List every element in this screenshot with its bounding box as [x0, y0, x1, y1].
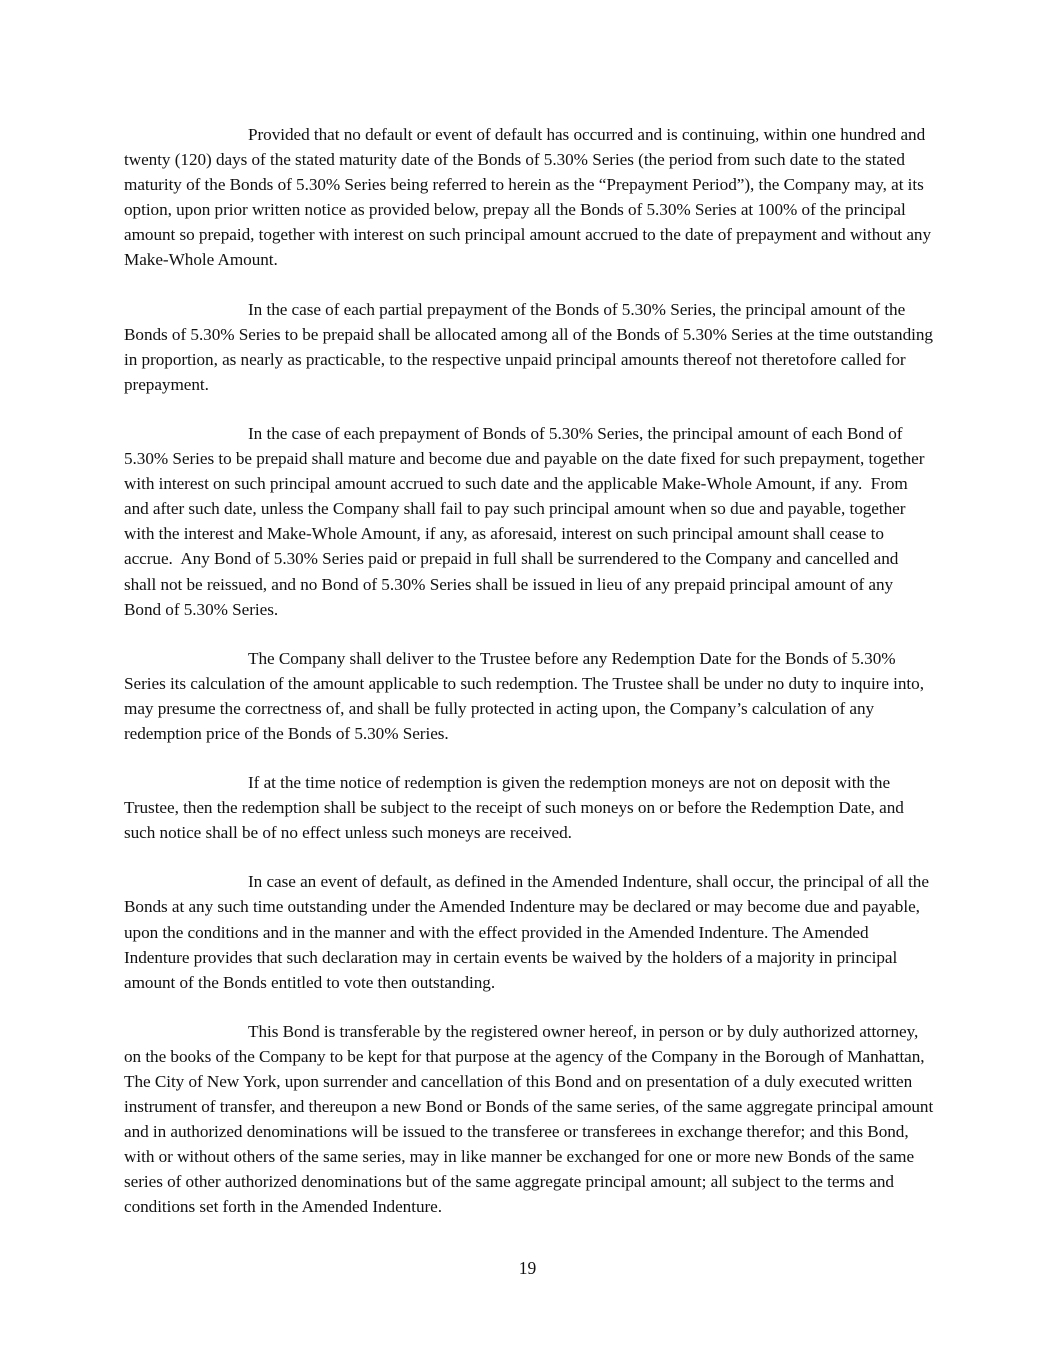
- paragraph-prepayment-period: Provided that no default or event of default has occurred and is continuing, within one hundred and twenty (120) days of the stated maturity date of the Bonds of 5.30% Series (the period from such date to the stated maturity of the Bonds of 5.30% Series being referred to herein as the “Prepayment Period”), the Company may, at its option, upon prior written notice as provided below, prepay all the Bonds of 5.30% Series at 100% of the principal amount so prepaid, together with interest on such principal amount accrued to the date of prepayment and without any Make-Whole Amount.: [124, 125, 932, 270]
- paragraph-event-of-default: In case an event of default, as defined in the Amended Indenture, shall occur, the principal of all the Bonds at any such time outstanding under the Amended Indenture may be declared or may become due and payable, upon the conditions and in the manner and with the effect provided in the Amended Indenture. The Amended Indenture provides that such declaration may in certain events be waived by the holders of a majority in principal amount of the Bonds entitled to vote then outstanding.: [124, 872, 929, 992]
- page-number: 19: [518, 1258, 537, 1278]
- paragraph-transferability: This Bond is transferable by the registered owner hereof, in person or by duly authorized attorney, on the books of the Company to be kept for that purpose at the agency of the Company in the Borough of Manhattan, The City of New York, upon surrender and cancellation of this Bond and on presentation of a duly executed written instrument of transfer, and thereupon a new Bond or Bonds of the same series, of the same aggregate principal amount and in authorized denominations will be issued to the transferee or transferees in exchange therefor; and this Bond, with or without others of the same series, may in like manner be exchanged for one or more new Bonds of the same series of other authorized denominations but of the same aggregate principal amount; all subject to the terms and conditions set forth in the Amended Indenture.: [124, 1021, 934, 1217]
- paragraph-trustee-calculation: The Company shall deliver to the Trustee before any Redemption Date for the Bonds of 5.30% Series its calculation of the amount applicable to such redemption. The Trustee shall be under no duty to inquire into, may presume the correctness of, and shall be fully protected in acting upon, the Company’s calculation of any redemption price of the Bonds of 5.30% Series.: [124, 648, 924, 743]
- paragraph-partial-prepayment: In the case of each partial prepayment of the Bonds of 5.30% Series, the principal amount of the Bonds of 5.30% Series to be prepaid shall be allocated among all of the Bonds of 5.30% Series at the time outstanding in proportion, as nearly as practicable, to the respective unpaid principal amounts thereof not theretofore called for prepayment.: [124, 299, 933, 394]
- paragraph-redemption-moneys: If at the time notice of redemption is given the redemption moneys are not on deposit with the Trustee, then the redemption shall be subject to the receipt of such moneys on or before the Redemption Date, and such notice shall be of no effect unless such moneys are received.: [124, 773, 904, 843]
- paragraph-prepayment-maturity: In the case of each prepayment of Bonds of 5.30% Series, the principal amount of each Bond of 5.30% Series to be prepaid shall mature and become due and payable on the date fixed for such prepayment, together with interest on such principal amount accrued to such date and the applicable Make-Whole Amount, if any. From and after such date, unless the Company shall fail to pay such principal amount when so due and payable, together with the interest and Make-Whole Amount, if any, as aforesaid, interest on such principal amount shall cease to accrue. Any Bond of 5.30% Series paid or prepaid in full shall be surrendered to the Company and cancelled and shall not be reissued, and no Bond of 5.30% Series shall be issued in lieu of any prepaid principal amount of any Bond of 5.30% Series.: [124, 423, 925, 619]
- document-body: [124, 122, 934, 1244]
